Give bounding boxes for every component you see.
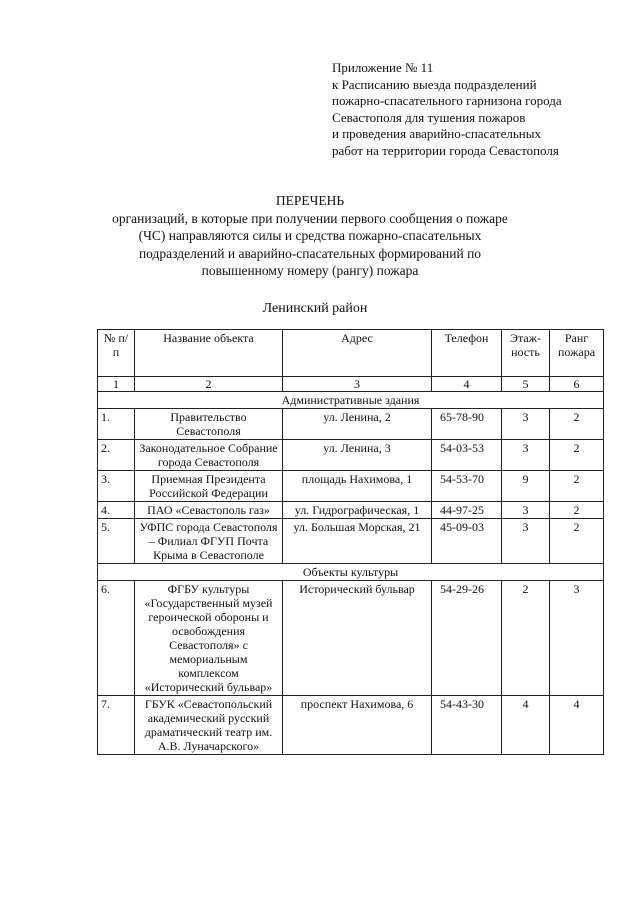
district-title: Ленинский район — [262, 301, 368, 316]
annex-block — [332, 60, 622, 159]
table-row — [98, 409, 604, 440]
cell-name: УФПС города Севастополя – Филиал ФГУП Почта Крыма в Севастополе — [135, 519, 283, 564]
header-phone: Телефон — [432, 330, 502, 377]
cell-num: 4. — [98, 502, 135, 519]
cell-address: ул. Большая Морская, 21 — [283, 519, 432, 564]
cell-floors: 3 — [502, 519, 550, 564]
cell-name: Приемная Президента Российской Федерации — [135, 471, 283, 502]
table-row — [98, 696, 604, 755]
cell-rank: 3 — [550, 581, 604, 696]
column-index: 4 — [432, 377, 502, 392]
cell-phone: 54-29-26 — [432, 581, 502, 696]
cell-floors: 3 — [502, 409, 550, 440]
table-row — [98, 440, 604, 471]
table-row — [98, 502, 604, 519]
document-heading — [100, 192, 520, 280]
annex-line: и проведения аварийно-спасательных — [332, 126, 541, 141]
cell-num: 5. — [98, 519, 135, 564]
annex-line: Приложение № 11 — [332, 60, 434, 75]
cell-name: ПАО «Севастополь газ» — [135, 502, 283, 519]
section-row — [98, 564, 604, 581]
heading-line: повышенному номеру (рангу) пожара — [201, 263, 419, 278]
annex-line: работ на территории города Севастополя — [332, 142, 559, 158]
cell-name: ГБУК «Севастопольский академический русский драматический театр им. А.В. Луначарского» — [135, 696, 283, 755]
organizations-table — [97, 329, 604, 755]
cell-phone: 45-09-03 — [432, 519, 502, 564]
header-name: Название объекта — [135, 330, 283, 377]
heading-line: (ЧС) направляются силы и средства пожарно-спасательных — [138, 228, 482, 243]
cell-rank: 2 — [550, 519, 604, 564]
column-index: 2 — [135, 377, 283, 392]
cell-rank: 2 — [550, 409, 604, 440]
heading-line: подразделений и аварийно-спасательных формирований по — [138, 245, 482, 261]
table-row — [98, 471, 604, 502]
cell-name: Правительство Севастополя — [135, 409, 283, 440]
cell-address: ул. Ленина, 3 — [283, 440, 432, 471]
cell-phone: 54-53-70 — [432, 471, 502, 502]
cell-floors: 2 — [502, 581, 550, 696]
cell-phone: 54-43-30 — [432, 696, 502, 755]
column-index: 3 — [283, 377, 432, 392]
cell-num: 2. — [98, 440, 135, 471]
cell-floors: 3 — [502, 440, 550, 471]
cell-num: 6. — [98, 581, 135, 696]
table-row — [98, 581, 604, 696]
header-floors: Этаж-ность — [502, 330, 550, 377]
column-index: 1 — [98, 377, 135, 392]
cell-address: площадь Нахимова, 1 — [283, 471, 432, 502]
cell-address: ул. Гидрографическая, 1 — [283, 502, 432, 519]
column-index-row — [98, 377, 604, 392]
annex-line: пожарно-спасательного гарнизона города — [332, 93, 562, 108]
cell-address: ул. Ленина, 2 — [283, 409, 432, 440]
annex-line: к Расписанию выезда подразделений — [332, 76, 537, 92]
cell-floors: 9 — [502, 471, 550, 502]
table-row — [98, 519, 604, 564]
cell-phone: 44-97-25 — [432, 502, 502, 519]
cell-rank: 2 — [550, 471, 604, 502]
header-address: Адрес — [283, 330, 432, 377]
header-row — [98, 330, 604, 377]
column-index: 5 — [502, 377, 550, 392]
cell-num: 1. — [98, 409, 135, 440]
cell-rank: 2 — [550, 502, 604, 519]
cell-address: проспект Нахимова, 6 — [283, 696, 432, 755]
cell-rank: 4 — [550, 696, 604, 755]
cell-floors: 3 — [502, 502, 550, 519]
cell-phone: 65-78-90 — [432, 409, 502, 440]
cell-num: 7. — [98, 696, 135, 755]
document-title: ПЕРЕЧЕНЬ — [275, 193, 345, 208]
header-rank: Ранг пожара — [550, 330, 604, 377]
cell-phone: 54-03-53 — [432, 440, 502, 471]
cell-num: 3. — [98, 471, 135, 502]
section-row — [98, 392, 604, 409]
cell-name: ФГБУ культуры «Государственный музей героической обороны и освобождения Севастополя» с мемориальным комплексом «Исторический бульвар» — [135, 581, 283, 696]
cell-floors: 4 — [502, 696, 550, 755]
section-title: Административные здания — [98, 392, 604, 409]
cell-name: Законодательное Собрание города Севастополя — [135, 440, 283, 471]
heading-line: организаций, в которые при получении первого сообщения о пожаре — [112, 210, 508, 226]
cell-address: Исторический бульвар — [283, 581, 432, 696]
cell-rank: 2 — [550, 440, 604, 471]
annex-line: Севастополя для тушения пожаров — [332, 109, 526, 125]
column-index: 6 — [550, 377, 604, 392]
header-num: № п/п — [98, 330, 135, 377]
section-title: Объекты культуры — [98, 564, 604, 581]
